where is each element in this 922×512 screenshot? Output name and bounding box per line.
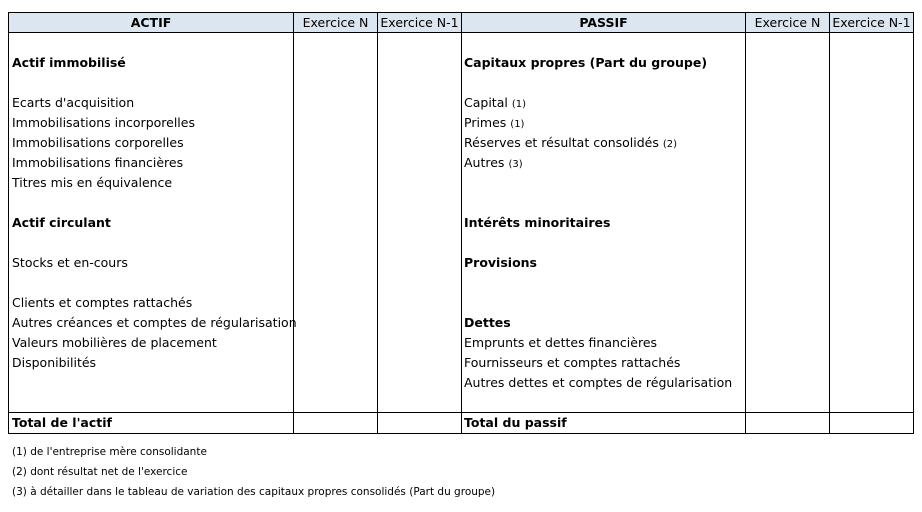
col-divider — [461, 13, 462, 433]
actif-item: Immobilisations corporelles — [12, 135, 184, 150]
passif-item-note: (3) — [508, 159, 523, 170]
actif-item: Immobilisations financières — [12, 155, 184, 170]
actif-item: Immobilisations incorporelles — [12, 115, 195, 130]
header-exercice-n-right: Exercice N — [754, 15, 821, 30]
footnote: (2) dont résultat net de l'exercice — [12, 466, 188, 478]
header-passif: PASSIF — [579, 15, 628, 30]
col-divider — [293, 13, 294, 433]
col-divider — [745, 13, 746, 433]
header-exercice-n-left: Exercice N — [302, 15, 369, 30]
actif-item: Stocks et en-cours — [12, 255, 128, 270]
passif-item: Fournisseurs et comptes rattachés — [464, 355, 681, 370]
actif-item: Clients et comptes rattachés — [12, 295, 193, 310]
footnote: (3) à détailler dans le tableau de variation des capitaux propres consolidés (Part du groupe) — [12, 486, 496, 498]
actif-item: Disponibilités — [12, 355, 97, 370]
passif-item — [464, 153, 523, 173]
header-exercice-n1-left: Exercice N-1 — [380, 15, 459, 30]
passif-item — [464, 113, 524, 133]
passif-item-note: (2) — [662, 139, 678, 150]
passif-item-label: Capital — [464, 95, 508, 110]
total-actif: Total de l'actif — [12, 415, 112, 430]
balance-table — [8, 12, 914, 434]
interets-minoritaires-heading: Intérêts minoritaires — [464, 215, 611, 230]
header-actif: ACTIF — [130, 15, 172, 30]
footnote: (1) de l'entreprise mère consolidante — [12, 446, 207, 458]
passif-item-note: (1) — [511, 99, 526, 110]
provisions-heading: Provisions — [464, 255, 537, 270]
actif-item: Titres mis en équivalence — [12, 175, 173, 190]
passif-item — [464, 133, 677, 153]
actif-item: Valeurs mobilières de placement — [12, 335, 217, 350]
passif-item — [464, 93, 526, 113]
passif-item-label: Autres — [464, 155, 505, 170]
col-divider — [377, 13, 378, 433]
total-passif: Total du passif — [464, 415, 567, 430]
actif-circulant-heading: Actif circulant — [12, 215, 111, 230]
passif-item: Emprunts et dettes financières — [464, 335, 658, 350]
actif-item: Autres créances et comptes de régularisation — [12, 315, 297, 330]
col-divider — [829, 13, 830, 433]
dettes-heading: Dettes — [464, 315, 511, 330]
header-exercice-n1-right: Exercice N-1 — [832, 15, 911, 30]
actif-item: Ecarts d'acquisition — [12, 95, 135, 110]
capitaux-propres-heading: Capitaux propres (Part du groupe) — [464, 55, 708, 70]
total-divider — [9, 412, 913, 413]
passif-item-label: Primes — [464, 115, 507, 130]
passif-item-note: (1) — [510, 119, 525, 130]
passif-item: Autres dettes et comptes de régularisation — [464, 375, 733, 390]
actif-immobilise-heading: Actif immobilisé — [12, 55, 126, 70]
passif-item-label: Réserves et résultat consolidés — [464, 135, 659, 150]
